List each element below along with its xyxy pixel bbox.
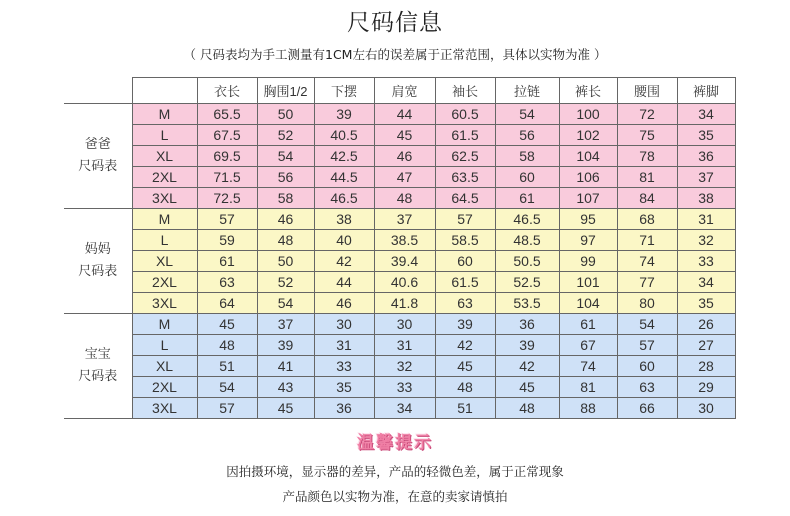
measurement-cell: 52 xyxy=(257,125,314,146)
group-name: 妈妈 xyxy=(84,242,111,257)
measurement-cell: 30 xyxy=(374,314,435,335)
measurement-cell: 60 xyxy=(617,356,677,377)
measurement-cell: 39.4 xyxy=(374,251,435,272)
measurement-cell: 69.5 xyxy=(197,146,257,167)
measurement-disclaimer: （ 尺码表均为手工测量有1CM左右的误差属于正常范围，具体以实物为准 ） xyxy=(183,47,607,62)
measurement-cell: 60 xyxy=(495,167,559,188)
measurement-cell: 66 xyxy=(617,398,677,419)
measurement-cell: 45 xyxy=(374,125,435,146)
measurement-cell: 48 xyxy=(435,377,495,398)
size-chart-body xyxy=(64,78,735,419)
size-row xyxy=(64,335,735,356)
measurement-cell: 97 xyxy=(559,230,617,251)
measurement-cell: 54 xyxy=(617,314,677,335)
measurement-cell: 104 xyxy=(559,146,617,167)
group-subtitle: 尺码表 xyxy=(78,369,118,384)
measurement-cell: 63 xyxy=(435,293,495,314)
measurement-cell: 44 xyxy=(374,104,435,125)
measurement-cell: 45 xyxy=(435,356,495,377)
measurement-cell: 34 xyxy=(677,272,735,293)
measurement-cell: 57 xyxy=(435,209,495,230)
measurement-cell: 68 xyxy=(617,209,677,230)
group-name: 宝宝 xyxy=(84,347,111,362)
measurement-cell: 61.5 xyxy=(435,272,495,293)
measurement-cell: 39 xyxy=(435,314,495,335)
measurement-cell: 48 xyxy=(495,398,559,419)
measurement-cell: 57 xyxy=(617,335,677,356)
column-header: 袖长 xyxy=(435,78,495,104)
measurement-cell: 71.5 xyxy=(197,167,257,188)
measurement-cell: 78 xyxy=(617,146,677,167)
measurement-cell: 44 xyxy=(314,272,374,293)
measurement-cell: 46 xyxy=(257,209,314,230)
size-row xyxy=(64,314,735,335)
size-label-cell: M xyxy=(132,209,197,230)
measurement-cell: 63.5 xyxy=(435,167,495,188)
measurement-cell: 40 xyxy=(314,230,374,251)
measurement-cell: 52.5 xyxy=(495,272,559,293)
size-label-cell: XL xyxy=(132,251,197,272)
size-row xyxy=(64,398,735,419)
measurement-cell: 65.5 xyxy=(197,104,257,125)
measurement-cell: 81 xyxy=(617,167,677,188)
measurement-cell: 99 xyxy=(559,251,617,272)
measurement-cell: 42 xyxy=(435,335,495,356)
measurement-cell: 52 xyxy=(257,272,314,293)
size-row xyxy=(64,188,735,209)
measurement-cell: 57 xyxy=(197,398,257,419)
measurement-cell: 50 xyxy=(257,104,314,125)
measurement-cell: 30 xyxy=(677,398,735,419)
size-label-cell: M xyxy=(132,104,197,125)
measurement-cell: 67.5 xyxy=(197,125,257,146)
measurement-cell: 64.5 xyxy=(435,188,495,209)
measurement-cell: 34 xyxy=(677,104,735,125)
measurement-cell: 61.5 xyxy=(435,125,495,146)
measurement-cell: 42.5 xyxy=(314,146,374,167)
measurement-cell: 28 xyxy=(677,356,735,377)
size-row xyxy=(64,377,735,398)
column-header: 衣长 xyxy=(197,78,257,104)
measurement-cell: 33 xyxy=(677,251,735,272)
measurement-cell: 61 xyxy=(495,188,559,209)
measurement-cell: 35 xyxy=(314,377,374,398)
measurement-cell: 56 xyxy=(495,125,559,146)
measurement-cell: 102 xyxy=(559,125,617,146)
measurement-cell: 75 xyxy=(617,125,677,146)
measurement-cell: 54 xyxy=(257,146,314,167)
measurement-cell: 46 xyxy=(374,146,435,167)
measurement-cell: 95 xyxy=(559,209,617,230)
measurement-cell: 42 xyxy=(495,356,559,377)
column-header: 拉链 xyxy=(495,78,559,104)
measurement-cell: 61 xyxy=(197,251,257,272)
measurement-cell: 63 xyxy=(197,272,257,293)
size-label-cell: 2XL xyxy=(132,167,197,188)
measurement-cell: 51 xyxy=(197,356,257,377)
size-row xyxy=(64,167,735,188)
measurement-cell: 48 xyxy=(257,230,314,251)
measurement-cell: 58 xyxy=(495,146,559,167)
measurement-cell: 58.5 xyxy=(435,230,495,251)
measurement-cell: 33 xyxy=(374,377,435,398)
measurement-cell: 81 xyxy=(559,377,617,398)
size-label-cell: L xyxy=(132,230,197,251)
measurement-cell: 50.5 xyxy=(495,251,559,272)
measurement-cell: 29 xyxy=(677,377,735,398)
measurement-cell: 74 xyxy=(617,251,677,272)
measurement-cell: 54 xyxy=(197,377,257,398)
size-row xyxy=(64,251,735,272)
group-name: 爸爸 xyxy=(84,137,111,152)
measurement-cell: 63 xyxy=(617,377,677,398)
measurement-cell: 54 xyxy=(495,104,559,125)
size-row xyxy=(64,230,735,251)
measurement-cell: 106 xyxy=(559,167,617,188)
measurement-cell: 37 xyxy=(257,314,314,335)
measurement-cell: 36 xyxy=(314,398,374,419)
column-header: 下摆 xyxy=(314,78,374,104)
size-label-cell: XL xyxy=(132,146,197,167)
measurement-cell: 41.8 xyxy=(374,293,435,314)
size-row xyxy=(64,209,735,230)
size-row xyxy=(64,104,735,125)
column-header: 裤长 xyxy=(559,78,617,104)
measurement-cell: 44.5 xyxy=(314,167,374,188)
measurement-cell: 101 xyxy=(559,272,617,293)
group-subtitle: 尺码表 xyxy=(78,159,118,174)
size-row xyxy=(64,293,735,314)
measurement-cell: 47 xyxy=(374,167,435,188)
size-row xyxy=(64,272,735,293)
measurement-cell: 48.5 xyxy=(495,230,559,251)
measurement-cell: 61 xyxy=(559,314,617,335)
size-label-cell: M xyxy=(132,314,197,335)
measurement-cell: 71 xyxy=(617,230,677,251)
size-row xyxy=(64,356,735,377)
measurement-cell: 38 xyxy=(677,188,735,209)
size-label-cell: 3XL xyxy=(132,293,197,314)
measurement-cell: 43 xyxy=(257,377,314,398)
measurement-cell: 32 xyxy=(677,230,735,251)
measurement-cell: 31 xyxy=(314,335,374,356)
color-difference-note: 因拍摄环境，显示器的差异，产品的轻微色差，属于正常现象 xyxy=(226,464,564,479)
size-label-cell: 3XL xyxy=(132,188,197,209)
measurement-cell: 37 xyxy=(374,209,435,230)
measurement-cell: 46.5 xyxy=(495,209,559,230)
measurement-cell: 40.5 xyxy=(314,125,374,146)
measurement-cell: 88 xyxy=(559,398,617,419)
measurement-cell: 34 xyxy=(374,398,435,419)
measurement-cell: 31 xyxy=(677,209,735,230)
measurement-cell: 54 xyxy=(257,293,314,314)
measurement-cell: 59 xyxy=(197,230,257,251)
measurement-cell: 53.5 xyxy=(495,293,559,314)
page-title: 尺码信息 xyxy=(347,10,443,36)
measurement-cell: 26 xyxy=(677,314,735,335)
group-label-cell xyxy=(64,314,132,419)
measurement-cell: 36 xyxy=(677,146,735,167)
measurement-cell: 46 xyxy=(314,293,374,314)
measurement-cell: 72 xyxy=(617,104,677,125)
size-row xyxy=(64,146,735,167)
size-label-cell: 2XL xyxy=(132,272,197,293)
measurement-cell: 107 xyxy=(559,188,617,209)
measurement-cell: 57 xyxy=(197,209,257,230)
size-label-cell: XL xyxy=(132,356,197,377)
measurement-cell: 60.5 xyxy=(435,104,495,125)
measurement-cell: 38.5 xyxy=(374,230,435,251)
measurement-cell: 48 xyxy=(197,335,257,356)
column-header: 腰围 xyxy=(617,78,677,104)
measurement-cell: 80 xyxy=(617,293,677,314)
measurement-cell: 35 xyxy=(677,125,735,146)
measurement-cell: 42 xyxy=(314,251,374,272)
measurement-cell: 45 xyxy=(257,398,314,419)
measurement-cell: 56 xyxy=(257,167,314,188)
measurement-cell: 104 xyxy=(559,293,617,314)
header-group-cell xyxy=(64,78,132,104)
measurement-cell: 39 xyxy=(257,335,314,356)
measurement-cell: 33 xyxy=(314,356,374,377)
measurement-cell: 45 xyxy=(495,377,559,398)
measurement-cell: 39 xyxy=(495,335,559,356)
size-label-cell: 3XL xyxy=(132,398,197,419)
measurement-cell: 60 xyxy=(435,251,495,272)
size-label-cell: 2XL xyxy=(132,377,197,398)
measurement-cell: 77 xyxy=(617,272,677,293)
measurement-cell: 30 xyxy=(314,314,374,335)
column-header: 裤脚 xyxy=(677,78,735,104)
measurement-cell: 32 xyxy=(374,356,435,377)
group-label-cell xyxy=(64,209,132,314)
measurement-cell: 37 xyxy=(677,167,735,188)
measurement-cell: 51 xyxy=(435,398,495,419)
measurement-cell: 45 xyxy=(197,314,257,335)
color-reference-note: 产品颜色以实物为准，在意的卖家请慎拍 xyxy=(282,489,508,504)
measurement-cell: 35 xyxy=(677,293,735,314)
measurement-cell: 41 xyxy=(257,356,314,377)
measurement-cell: 38 xyxy=(314,209,374,230)
measurement-cell: 72.5 xyxy=(197,188,257,209)
size-chart-table xyxy=(64,77,736,419)
size-label-cell: L xyxy=(132,335,197,356)
size-row xyxy=(64,125,735,146)
measurement-cell: 67 xyxy=(559,335,617,356)
group-subtitle: 尺码表 xyxy=(78,264,118,279)
column-header: 肩宽 xyxy=(374,78,435,104)
measurement-cell: 40.6 xyxy=(374,272,435,293)
measurement-cell: 62.5 xyxy=(435,146,495,167)
measurement-cell: 48 xyxy=(374,188,435,209)
header-row xyxy=(64,78,735,104)
measurement-cell: 64 xyxy=(197,293,257,314)
measurement-cell: 58 xyxy=(257,188,314,209)
measurement-cell: 84 xyxy=(617,188,677,209)
measurement-cell: 36 xyxy=(495,314,559,335)
measurement-cell: 100 xyxy=(559,104,617,125)
warm-reminder-heading: 温馨提示 xyxy=(357,433,433,453)
measurement-cell: 39 xyxy=(314,104,374,125)
size-label-cell: L xyxy=(132,125,197,146)
measurement-cell: 31 xyxy=(374,335,435,356)
measurement-cell: 27 xyxy=(677,335,735,356)
measurement-cell: 74 xyxy=(559,356,617,377)
header-size-cell xyxy=(132,78,197,104)
column-header: 胸围1/2 xyxy=(257,78,314,104)
group-label-cell xyxy=(64,104,132,209)
measurement-cell: 50 xyxy=(257,251,314,272)
measurement-cell: 46.5 xyxy=(314,188,374,209)
